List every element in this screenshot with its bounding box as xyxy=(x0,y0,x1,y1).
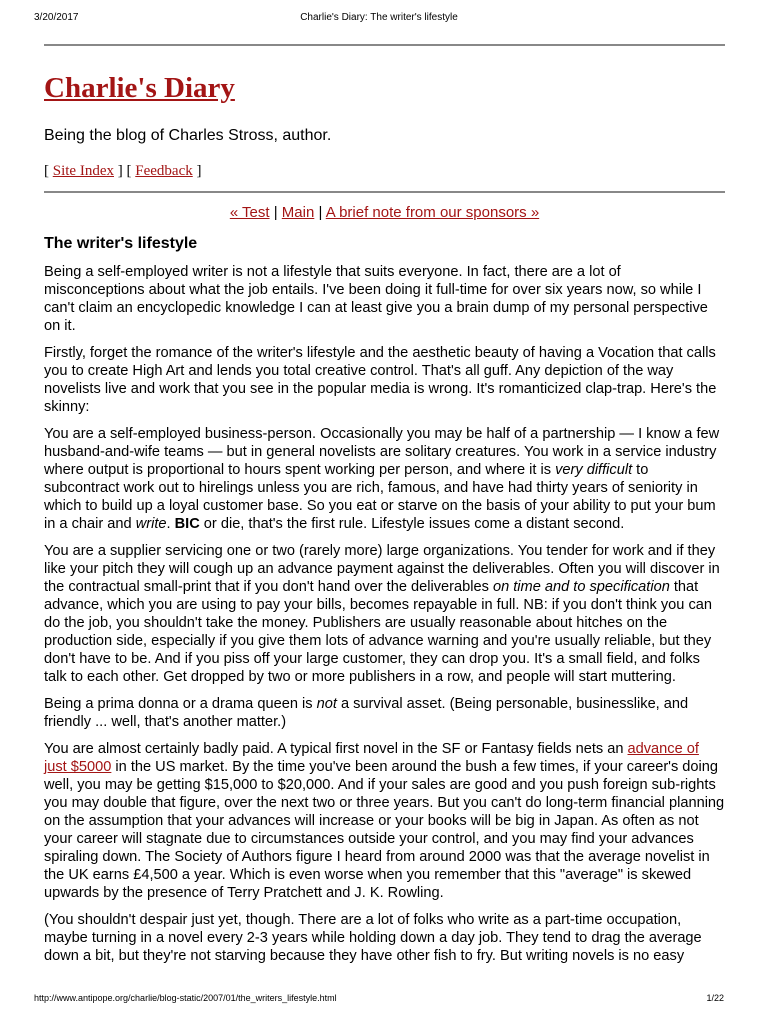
paragraph-text: You are almost certainly badly paid. A typical first novel in the SF or Fantasy fields nets an xyxy=(44,741,628,757)
header-divider xyxy=(44,44,725,46)
main-link[interactable]: Main xyxy=(281,204,315,221)
paragraph-text: Being a prima donna or a drama queen is xyxy=(44,696,317,712)
site-title-link[interactable]: Charlie's Diary xyxy=(44,72,235,104)
post-paragraph: (You shouldn't despair just yet, though. There are a lot of folks who write as a part-time occupation, maybe turning in a novel every 2-3 years while holding down a day job. They tend to drag the average down a bit, but they're not starving because they have other fish to fry. But writing novels is no easy xyxy=(44,912,702,964)
blog-page xyxy=(44,44,725,965)
prev-entry-link[interactable]: « Test xyxy=(229,204,270,221)
post-paragraph: Firstly, forget the romance of the writer's lifestyle and the aesthetic beauty of having a Vocation that calls you to create High Art and lends you total creative control. That's all guff. Any depiction of the way novelists live and work that you see in the popular media is wrong. It's romanticized clap-trap. Here's the skinny: xyxy=(44,345,717,415)
post-paragraph xyxy=(44,695,725,731)
emphasis-text: not xyxy=(316,696,337,712)
entry-nav xyxy=(44,204,725,222)
site-nav-bracket: ] [ xyxy=(114,163,136,179)
print-page-number: 1/22 xyxy=(706,993,724,1003)
post-paragraph xyxy=(44,740,725,902)
post-paragraph xyxy=(44,542,725,686)
feedback-link[interactable]: Feedback xyxy=(135,163,193,179)
entry-nav-separator: | xyxy=(269,204,282,221)
post-title: The writer's lifestyle xyxy=(44,235,198,252)
print-header xyxy=(34,12,724,28)
print-footer xyxy=(34,993,724,1009)
site-index-link[interactable]: Site Index xyxy=(52,163,114,179)
paragraph-text: to subcontract work out to hirelings unless you are rich, famous, and have had thirty years of seniority in which to build up a loyal customer base. So you eat or starve on the basis of your ability to put your bum in a chair and xyxy=(44,462,716,532)
print-date: 3/20/2017 xyxy=(34,12,79,23)
post-paragraph xyxy=(44,425,725,533)
site-nav-bracket: ] xyxy=(192,163,202,179)
site-tagline: Being the blog of Charles Stross, author. xyxy=(44,127,332,144)
paragraph-text: a survival asset. (Being personable, businesslike, and friendly ... well, that's another matter.) xyxy=(44,696,689,730)
next-entry-link[interactable]: A brief note from our sponsors » xyxy=(325,204,540,221)
bold-text: BIC xyxy=(174,516,200,532)
paragraph-text: You are a self-employed business-person. Occasionally you may be half of a partnership — I know a few husband-and-wife teams — but in general novelists are solitary creatures. You work in a service industry where output is proportional to hours spent working per person, and where it is xyxy=(44,426,720,478)
advance-link[interactable]: advance of just $5000 xyxy=(44,741,699,775)
print-url: http://www.antipope.org/charlie/blog-static/2007/01/the_writers_lifestyle.html xyxy=(34,993,337,1003)
emphasis-text: write xyxy=(135,516,167,532)
site-nav xyxy=(44,161,725,181)
emphasis-text: very difficult xyxy=(555,462,633,478)
paragraph-text: in the US market. By the time you've been around the bush a few times, if your career's doing well, you may be getting $15,000 to $20,000. And if your sales are good and you push foreign sub-rights you may double that figure, over the next two or three years. But you can't do long-term financial planning on the assumption that your advances will increase or your books will be big in Japan. As often as not your career will stagnate due to circumstances outside your control, and you may find your advances spiraling down. The Society of Authors figure I heard from around 2000 was that the average novelist in the UK earns £4,500 a year. Which is even worse when you remember that this "average" is skewed upwards by the presence of Terry Pratchett and J. K. Rowling. xyxy=(44,759,725,901)
emphasis-text: on time and to specification xyxy=(492,579,670,595)
nav-divider xyxy=(44,191,725,193)
paragraph-text: that advance, which you are using to pay your bills, becomes repayable in full. NB: if you don't think you can do the job, you shouldn't take the money. Publishers are usually reasonable about hitches on the production side, especially if you give them lots of advance warning and you're usually reliable, but they don't have to be. And if you piss off your large customer, they can drop you. It's a small field, and folks talk to each other. Get dropped by two or more publishers in a row, and people will start muttering. xyxy=(44,579,712,685)
paragraph-text: . xyxy=(166,516,175,532)
site-nav-bracket: [ xyxy=(44,163,53,179)
post-paragraph: Being a self-employed writer is not a lifestyle that suits everyone. In fact, there are a lot of misconceptions about what the job entails. I've been doing it full-time for over six years now, so while I can't claim an encyclopedic knowledge I can at least give you a brain dump of my personal perspective on it. xyxy=(44,264,708,334)
paragraph-text: or die, that's the first rule. Lifestyle issues come a distant second. xyxy=(199,516,625,532)
print-page-title: Charlie's Diary: The writer's lifestyle xyxy=(300,12,458,23)
entry-nav-separator: | xyxy=(314,204,326,221)
paragraph-text: You are a supplier servicing one or two (rarely more) large organizations. You tender for work and if they like your pitch they will cough up an advance payment against the deliverables. Often you will discover in the contractual small-print that if you don't hand over the deliverables xyxy=(44,543,720,595)
